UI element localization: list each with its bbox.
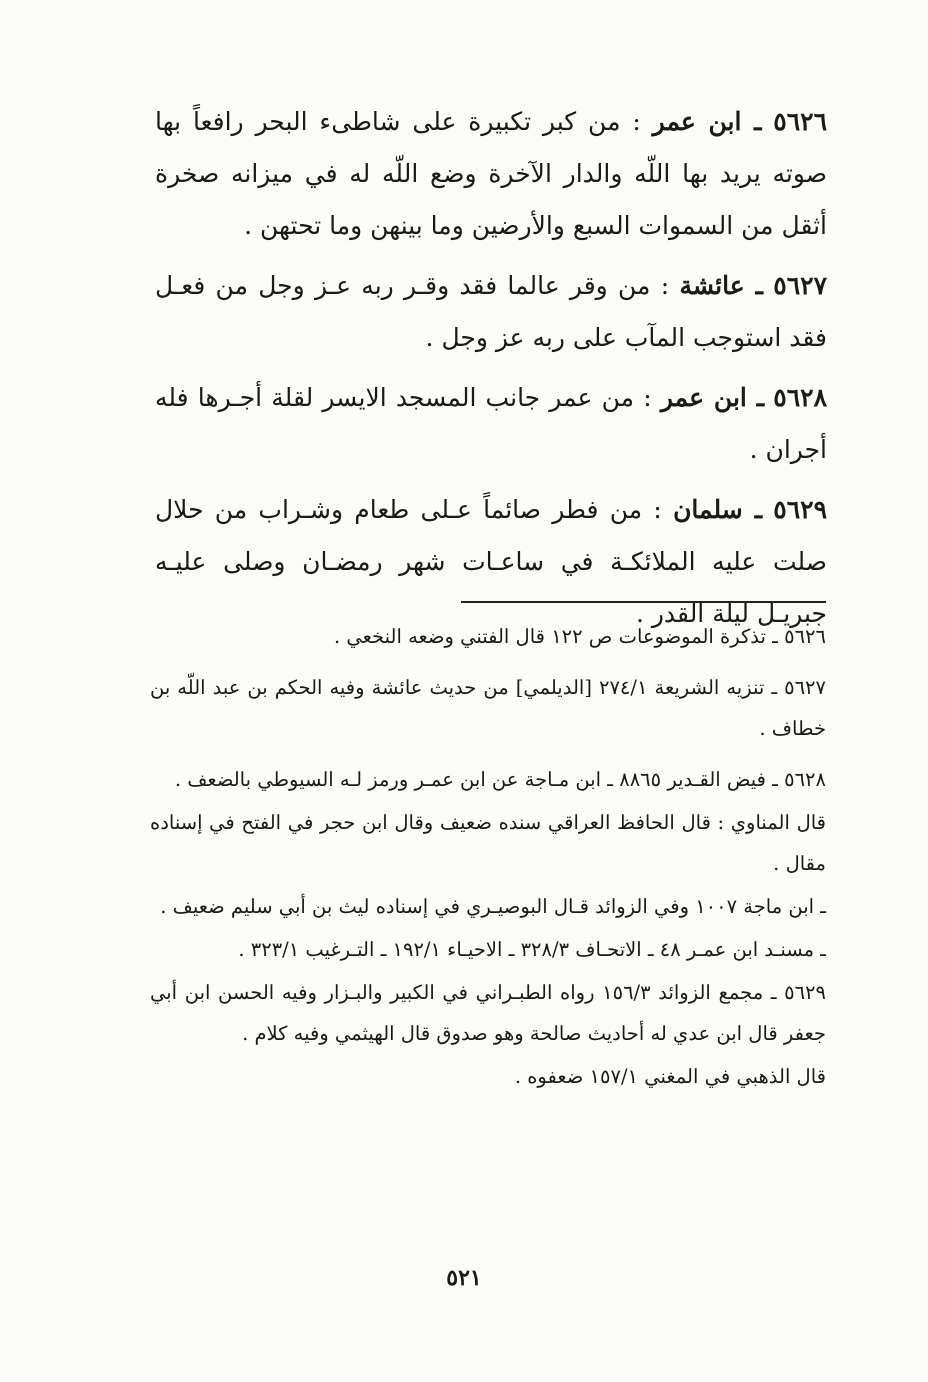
footnote: ٥٦٢٧ ـ تنزيه الشريعة ٢٧٤/١ [الديلمي] من حديث عائشة وفيه الحكم بن عبد اللّه بن خطاف . (150, 676, 826, 740)
footnote-divider (461, 601, 826, 603)
page-number: ٥٢١ (446, 1265, 482, 1291)
hadith-entries (155, 96, 827, 648)
footnote: ـ ابن ماجة ١٠٠٧ وفي الزوائد قـال البوصيـري في إسناده ليث بن أبي سليم ضعيف . (160, 895, 826, 918)
entry-narrator: ابن عمر (660, 383, 747, 412)
entry-text: من عمر جانب المسجد الايسر لقلة أجـرها فله أجران . (155, 383, 827, 464)
entry-number: ٥٦٢٩ (773, 495, 827, 524)
entry-narrator: عائشة (679, 271, 745, 300)
entry-text: من فطر صائماً عـلى طعام وشـراب من حلال صلت عليه الملائكـة في ساعـات شهر رمضـان وصلى عليـه جبريـل ليلة القدر . (155, 495, 827, 628)
footnote: ٥٦٢٨ ـ فيض القـدير ٨٨٦٥ ـ ابن مـاجة عن ابن عمـر ورمز لـه السيوطي بالضعف . (174, 768, 826, 791)
entry-text: من وقر عالما فقد وقـر ربه عـز وجل من فعـل فقد استوجب المآب على ربه عز وجل . (155, 271, 827, 352)
entry-number: ٥٦٢٦ (773, 107, 827, 136)
hadith-entry: ٥٦٢٨ ـ ابن عمر : من عمر جانب المسجد الايسر لقلة أجـرها فله أجران . (155, 383, 827, 464)
footnote: ٥٦٢٩ ـ مجمع الزوائد ١٥٦/٣ رواه الطبـراني في الكبير والبـزار وفيه الحسن ابن أبي جعفر قال ابن عدي له أحاديث صالحة وهو صدوق قال الهيثمي وفيه كلام . (150, 981, 826, 1045)
entry-narrator: سلمان (673, 495, 743, 524)
entry-number: ٥٦٢٧ (773, 271, 827, 300)
footnote: قال الذهبي في المغني ١٥٧/١ ضعفوه . (514, 1065, 826, 1088)
footnotes (150, 616, 826, 1099)
hadith-entry: ٥٦٢٩ ـ سلمان : من فطر صائماً عـلى طعام وشـراب من حلال صلت عليه الملائكـة في ساعـات شهر رمضـان وصلى عليـه جبريـل ليلة القدر . (155, 495, 827, 628)
entry-narrator: ابن عمر (652, 107, 742, 136)
footnote: قال المناوي : قال الحافظ العراقي سنده ضعيف وقال ابن حجر في الفتح في إسناده مقال . (150, 811, 826, 875)
entry-number: ٥٦٢٨ (773, 383, 827, 412)
hadith-entry: ٥٦٢٦ ـ ابن عمر : من كبر تكبيرة على شاطىء البحر رافعاً بها صوته يريد بها اللّه والدار الآخرة وضع اللّه له في ميزانه صخرة أثقل من السموات السبع والأرضين وما بينهن وما تحتهن . (155, 107, 827, 240)
hadith-entry: ٥٦٢٧ ـ عائشة : من وقر عالما فقد وقـر ربه عـز وجل من فعـل فقد استوجب المآب على ربه عز وجل . (155, 271, 827, 352)
entry-text: من كبر تكبيرة على شاطىء البحر رافعاً بها صوته يريد بها اللّه والدار الآخرة وضع اللّه له في ميزانه صخرة أثقل من السموات السبع والأرضين وما بينهن وما تحتهن . (155, 107, 827, 240)
footnote: ـ مسنـد ابن عمـر ٤٨ ـ الاتحـاف ٣٢٨/٣ ـ الاحيـاء ١٩٢/١ ـ التـرغيب ٣٢٣/١ . (238, 938, 826, 961)
footnote: ٥٦٢٦ ـ تذكرة الموضوعات ص ١٢٢ قال الفتني وضعه النخعي . (333, 625, 826, 648)
